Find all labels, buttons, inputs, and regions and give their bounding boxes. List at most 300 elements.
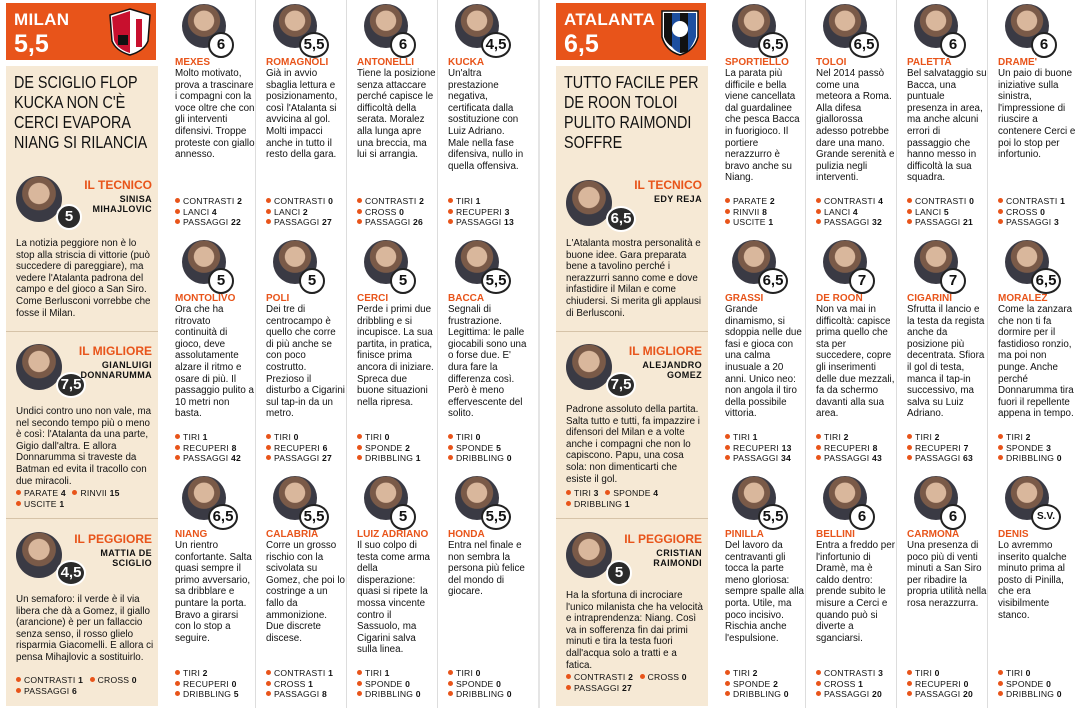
stat: DRIBBLING 5	[175, 689, 251, 700]
stat-bullet-icon	[357, 209, 362, 214]
player-stats	[998, 432, 1078, 464]
worst-vote: 5	[606, 560, 632, 586]
stat-bullet-icon	[448, 681, 453, 686]
player-vote: 5	[208, 268, 234, 294]
stat-bullet-icon	[725, 445, 730, 450]
stat-bullet-icon	[907, 209, 912, 214]
stat: DRIBBLING 1	[357, 453, 433, 464]
stat-bullet-icon	[266, 434, 271, 439]
stat: CONTRASTI 0	[907, 196, 983, 207]
player-text: Grande dinamismo, si sdoppia nelle due fasi e gioca con una calma inusuale a 20 anni. Unico neo: non angola il tiro della possibile vittoria.	[725, 304, 802, 420]
best-role-label: IL MIGLIORE	[628, 344, 702, 358]
player-stats	[725, 196, 805, 228]
stat-bullet-icon	[907, 198, 912, 203]
stat-bullet-icon	[907, 455, 912, 460]
stat: DRIBBLING 0	[998, 689, 1074, 700]
player-text: Molto motivato, prova a trascinare i compagni con la voce oltre che con gli interventi difensivi. Troppe proteste con giallo annesso.	[175, 68, 255, 161]
stat-bullet-icon	[605, 490, 610, 495]
stat: PASSAGGI 42	[175, 453, 251, 464]
stat-bullet-icon	[357, 434, 362, 439]
player-name: ROMAGNOLI	[266, 57, 329, 68]
stat: PASSAGGI 27	[566, 683, 632, 694]
player-vote: 5,5	[758, 504, 788, 530]
stat: RECUPERI 8	[816, 443, 892, 454]
divider	[6, 331, 158, 332]
stat-bullet-icon	[357, 455, 362, 460]
stat-bullet-icon	[725, 681, 730, 686]
player-vote: 6,5	[208, 504, 238, 530]
column-divider	[896, 0, 897, 708]
player-text: Come la zanzara che non ti fa dormire per il fastidioso ronzio, ma poi non punge. Anche perché Donnarumma tira fuori il repellente appena in tempo.	[998, 304, 1074, 420]
player-name: KUCKA	[448, 57, 485, 68]
stat: PASSAGGI 27	[266, 453, 342, 464]
stat-bullet-icon	[266, 219, 271, 224]
stat-bullet-icon	[725, 209, 730, 214]
player-card	[350, 0, 436, 236]
stat-bullet-icon	[357, 670, 362, 675]
player-stats	[357, 196, 437, 228]
column-divider	[805, 0, 806, 708]
stat: CONTRASTI 2	[175, 196, 251, 207]
player-card	[809, 0, 895, 236]
stat: SPONDE 0	[448, 679, 524, 690]
player-vote: 5,5	[299, 32, 329, 58]
stat-bullet-icon	[998, 455, 1003, 460]
player-vote: 6	[940, 504, 966, 530]
stat: CROSS 0	[357, 207, 433, 218]
stat-bullet-icon	[266, 670, 271, 675]
stat: RINVII 15	[72, 488, 119, 499]
headline: TUTTO FACILE PER DE ROON TOLOI PULITO RAIMONDI SOFFRE	[564, 72, 699, 152]
stat: TIRI 0	[448, 668, 524, 679]
stat: SPONDE 0	[357, 679, 433, 690]
team-vote: 5,5	[14, 30, 49, 58]
player-vote: 5,5	[299, 504, 329, 530]
stat: TIRI 1	[448, 196, 524, 207]
stat: DRIBBLING 0	[725, 689, 801, 700]
stat: PASSAGGI 3	[998, 217, 1074, 228]
player-vote: 6	[849, 504, 875, 530]
divider	[556, 331, 708, 332]
player-column	[168, 0, 254, 708]
player-text: Già in avvio sbaglia lettura e posizionamento, così l'Atalanta si avvicina al gol. Molti impacci anche in tutto il resto della gara.	[266, 68, 338, 161]
stat-bullet-icon	[907, 219, 912, 224]
player-column	[259, 0, 345, 708]
stat-bullet-icon	[816, 445, 821, 450]
stat-bullet-icon	[357, 691, 362, 696]
stat: TIRI 0	[357, 432, 433, 443]
team-header	[556, 3, 706, 60]
stat: DRIBBLING 0	[357, 689, 433, 700]
player-card	[168, 472, 254, 708]
stat-bullet-icon	[566, 490, 571, 495]
stat-bullet-icon	[907, 681, 912, 686]
stat-bullet-icon	[725, 455, 730, 460]
coach-role-label: IL TECNICO	[634, 178, 702, 192]
stat-bullet-icon	[816, 670, 821, 675]
stat-bullet-icon	[266, 681, 271, 686]
player-column	[900, 0, 986, 708]
stat: PASSAGGI 6	[16, 686, 77, 697]
player-stats	[998, 196, 1078, 228]
player-name: DE ROON	[816, 293, 863, 304]
milan-section	[0, 0, 530, 708]
worst-text: Un semaforo: il verde è il via libera che dà a Gomez, il giallo (arancione) è per un fallaccio senza senso, il rosso glielo risparmia Giacomelli. E allora ci pensa Mihajlovic a sostituirlo.	[16, 594, 154, 663]
player-text: Un rientro confortante. Salta quasi sempre il primo avversario, sa dribblare e puntare la porta. Bravo a girarsi con lo stop a seguire.	[175, 540, 252, 644]
player-text: Sfrutta il lancio e la testa da regista anche da posizione più decentrata. Sfiora il gol di testa, manca il tap-in successivo, ma salva su Luiz Adriano.	[907, 304, 985, 420]
divider	[6, 518, 158, 519]
milan-sidebar	[6, 66, 158, 706]
stat-bullet-icon	[448, 434, 453, 439]
player-vote: 5	[299, 268, 325, 294]
stat-bullet-icon	[175, 681, 180, 686]
stat: RECUPERI 6	[266, 443, 342, 454]
player-column	[441, 0, 527, 708]
player-text: Non va mai in difficoltà: capisce prima quello che sta per succedere, copre gli inserimenti delle due mezzali, fa da schermo davanti alla sua area.	[816, 304, 895, 420]
player-stats	[725, 668, 805, 700]
player-name: GRASSI	[725, 293, 764, 304]
stat: LANCI 4	[175, 207, 251, 218]
player-text: Il suo colpo di testa come arma della disperazione: quasi si ripete la mossa vincente contro il Sassuolo, ma Cigarini salva sulla linea.	[357, 540, 430, 656]
player-name: MORALEZ	[998, 293, 1048, 304]
column-divider	[437, 0, 438, 708]
stat-bullet-icon	[816, 209, 821, 214]
worst-name: CRISTIAN RAIMONDI	[653, 548, 702, 568]
coach-name: EDY REJA	[653, 194, 702, 204]
coach-text: L'Atalanta mostra personalità e buone idee. Gara preparata bene a tavolino perché i nerazzurri sanno come e dove infastidire il Milan e come chiudersi. Si merita gli applausi di Berlusconi.	[566, 238, 702, 319]
best-vote: 7,5	[56, 372, 86, 398]
stat: TIRI 1	[175, 432, 251, 443]
stat-bullet-icon	[725, 434, 730, 439]
stat-bullet-icon	[998, 434, 1003, 439]
milan-crest-icon	[108, 7, 152, 57]
column-divider	[346, 0, 347, 708]
player-text: Un paio di buone iniziative sulla sinistra, l'impressione di riuscire a contenere Cerci e poi lo stop per infortunio.	[998, 68, 1076, 161]
stat-bullet-icon	[16, 688, 21, 693]
player-card	[168, 0, 254, 236]
stat: TIRI 2	[725, 668, 801, 679]
stat: PASSAGGI 22	[175, 217, 251, 228]
stat: TIRI 2	[907, 432, 983, 443]
player-card	[441, 0, 527, 236]
column-divider	[987, 0, 988, 708]
stat: SPONDE 5	[448, 443, 524, 454]
player-card	[441, 236, 527, 472]
stat-bullet-icon	[357, 681, 362, 686]
player-vote: 4,5	[481, 32, 511, 58]
player-name: PALETTA	[907, 57, 952, 68]
stat-bullet-icon	[725, 670, 730, 675]
player-name: HONDA	[448, 529, 485, 540]
divider	[556, 518, 708, 519]
player-text: Del lavoro da centravanti gli tocca la parte meno gloriosa: sempre spalle alla porta. Utile, ma poco incisivo. Rischia anche l'espulsione.	[725, 540, 804, 644]
stat: SPONDE 0	[998, 679, 1074, 690]
player-card	[718, 472, 804, 708]
stat-bullet-icon	[566, 685, 571, 690]
player-vote: 6,5	[758, 268, 788, 294]
stat: PASSAGGI 20	[816, 689, 892, 700]
player-text: Tiene la posizione senza attaccare perché capisce le difficoltà della serata. Moralez alla lunga apre una breccia, ma lui si arrangia.	[357, 68, 436, 161]
player-text: Lo avremmo inserito qualche minuto prima al posto di Pinilla, che era visibilmente stanco.	[998, 540, 1067, 621]
player-vote: 5	[390, 268, 416, 294]
player-card	[900, 0, 986, 236]
best-stats	[16, 488, 154, 509]
player-stats	[175, 668, 255, 700]
player-text: La parata più difficile e bella viene cancellata dal guardalinee che pesca Bacca in fuorigioco. Il portiere nerazzurro è bravo anche su Niang.	[725, 68, 800, 184]
stat: SPONDE 2	[725, 679, 801, 690]
player-name: CALABRIA	[266, 529, 319, 540]
player-name: BACCA	[448, 293, 485, 304]
player-text: Un'altra prestazione negativa, certificata dalla sostituzione con Luiz Adriano. Male nella fase difensiva, nullo in quella offensiva.	[448, 68, 524, 172]
stat-bullet-icon	[448, 445, 453, 450]
player-card	[718, 236, 804, 472]
player-card	[350, 236, 436, 472]
player-name: DENIS	[998, 529, 1029, 540]
stat: SPONDE 4	[605, 488, 658, 499]
stat: CROSS 0	[640, 672, 687, 683]
stat-bullet-icon	[175, 198, 180, 203]
stat-bullet-icon	[448, 691, 453, 696]
stat: TIRI 0	[907, 668, 983, 679]
stat: PASSAGGI 32	[816, 217, 892, 228]
player-vote: 7	[940, 268, 966, 294]
player-card	[259, 236, 345, 472]
stat-bullet-icon	[448, 209, 453, 214]
stat: CONTRASTI 4	[816, 196, 892, 207]
coach-vote: 6,5	[606, 206, 636, 232]
player-stats	[175, 196, 255, 228]
player-stats	[175, 432, 255, 464]
player-stats	[998, 668, 1078, 700]
stat-bullet-icon	[816, 219, 821, 224]
player-text: Bel salvataggio su Bacca, una puntuale presenza in area, ma anche alcuni errori di passaggio che hanno messo in difficoltà la sua squadra.	[907, 68, 987, 184]
stat-bullet-icon	[640, 674, 645, 679]
player-name: DRAME'	[998, 57, 1038, 68]
player-name: PINILLA	[725, 529, 764, 540]
coach-name: SINISA MIHAJLOVIC	[92, 194, 152, 214]
page-divider	[538, 0, 540, 708]
stat-bullet-icon	[816, 198, 821, 203]
stat: RECUPERI 0	[175, 679, 251, 690]
player-vote: 5,5	[481, 504, 511, 530]
player-vote: 7	[849, 268, 875, 294]
player-stats	[816, 432, 896, 464]
stat-bullet-icon	[998, 198, 1003, 203]
stat: CROSS 1	[266, 679, 342, 690]
player-card	[991, 236, 1077, 472]
stat-bullet-icon	[816, 455, 821, 460]
stat: CONTRASTI 1	[998, 196, 1074, 207]
player-vote: 6,5	[758, 32, 788, 58]
player-vote: 6,5	[1031, 268, 1061, 294]
stat-bullet-icon	[266, 691, 271, 696]
best-name: GIANLUIGI DONNARUMMA	[80, 360, 152, 380]
player-vote: 6	[208, 32, 234, 58]
player-card	[718, 0, 804, 236]
stat-bullet-icon	[907, 445, 912, 450]
stat-bullet-icon	[175, 219, 180, 224]
player-text: Corre un grosso rischio con la scivolata su Gomez, che poi lo costringe a un fallo da ammonizione. Due discrete discese.	[266, 540, 345, 644]
player-text: Entra nel finale e non sembra la persona più felice del mondo di giocare.	[448, 540, 525, 598]
stat: PASSAGGI 63	[907, 453, 983, 464]
stat: PASSAGGI 34	[725, 453, 801, 464]
best-text: Padrone assoluto della partita. Salta tutto e tutti, fa impazzire i difensori del Milan e a volte anche i compagni che non lo capiscono. Papu, una cosa sola: non dimenticarti che esiste il gol.	[566, 404, 700, 485]
stat-bullet-icon	[16, 490, 21, 495]
stat: PARATE 4	[16, 488, 66, 499]
stat-bullet-icon	[72, 490, 77, 495]
coach-text: La notizia peggiore non è lo stop alla striscia di vittorie (può succedere di pareggiare), ma vedere l'Atalanta padrona del campo e del gioco a San Siro. Come Berlusconi vorrebbe che fosse il Milan.	[16, 238, 151, 319]
player-name: LUIZ ADRIANO	[357, 529, 429, 540]
stat: PASSAGGI 20	[907, 689, 983, 700]
player-name: CARMONA	[907, 529, 960, 540]
best-text: Undici contro uno non vale, ma nel secondo tempo più o meno è così: l'Atalanta da una parte, Gigio dall'altra. E allora Donnarumma si traveste da Batman ed evita il tracollo con due miracoli.	[16, 406, 152, 487]
stat-bullet-icon	[816, 434, 821, 439]
stat: PARATE 2	[725, 196, 801, 207]
stat-bullet-icon	[448, 198, 453, 203]
stat-bullet-icon	[725, 219, 730, 224]
stat-bullet-icon	[998, 445, 1003, 450]
stat: RECUPERI 3	[448, 207, 524, 218]
stat-bullet-icon	[266, 445, 271, 450]
stat: TIRI 2	[816, 432, 892, 443]
stat-bullet-icon	[357, 445, 362, 450]
team-vote: 6,5	[564, 30, 599, 58]
stat-bullet-icon	[448, 219, 453, 224]
stat: PASSAGGI 27	[266, 217, 342, 228]
worst-stats	[16, 675, 154, 696]
stat: USCITE 1	[725, 217, 801, 228]
player-name: NIANG	[175, 529, 208, 540]
worst-stats	[566, 672, 704, 693]
stat-bullet-icon	[175, 445, 180, 450]
stat: TIRI 0	[266, 432, 342, 443]
column-divider	[255, 0, 256, 708]
player-name: ANTONELLI	[357, 57, 415, 68]
player-stats	[907, 432, 987, 464]
stat-bullet-icon	[175, 434, 180, 439]
stat: PASSAGGI 21	[907, 217, 983, 228]
stat-bullet-icon	[998, 209, 1003, 214]
player-card	[991, 0, 1077, 236]
player-card	[441, 472, 527, 708]
player-card	[168, 236, 254, 472]
stat: TIRI 0	[998, 668, 1074, 679]
stat: CROSS 0	[90, 675, 137, 686]
stat: LANCI 5	[907, 207, 983, 218]
stat: TIRI 0	[448, 432, 524, 443]
player-stats	[357, 668, 437, 700]
team-header	[6, 3, 156, 60]
stat-bullet-icon	[266, 455, 271, 460]
player-name: TOLOI	[816, 57, 847, 68]
player-text: Dei tre di centrocampo è quello che corre di più anche se con poco costrutto. Prezioso il disturbo a Cigarini sul tap-in da un metro.	[266, 304, 345, 420]
player-stats	[725, 432, 805, 464]
player-card	[259, 0, 345, 236]
worst-role-label: IL PEGGIORE	[624, 532, 702, 546]
player-card	[809, 472, 895, 708]
worst-name: MATTIA DE SCIGLIO	[100, 548, 152, 568]
headline: DE SCIGLIO FLOP KUCKA NON C'È CERCI EVAPORA NIANG SI RILANCIA	[14, 72, 148, 152]
coach-vote: 5	[56, 204, 82, 230]
stat-bullet-icon	[175, 209, 180, 214]
player-column	[809, 0, 895, 708]
player-stats	[816, 196, 896, 228]
stat: DRIBBLING 0	[998, 453, 1074, 464]
player-stats	[448, 432, 528, 464]
milan-player-grid	[168, 0, 530, 708]
atalanta-player-grid	[718, 0, 1082, 708]
atalanta-section	[550, 0, 1082, 708]
stat: RECUPERI 0	[907, 679, 983, 690]
player-name: MONTOLIVO	[175, 293, 236, 304]
player-text: Ora che ha ritrovato continuità di gioco, deve assolutamente alzare il ritmo e osare di più. Il passaggio pulito a 10 metri non basta.	[175, 304, 254, 420]
player-card	[809, 236, 895, 472]
stat-bullet-icon	[90, 677, 95, 682]
player-vote: 6,5	[849, 32, 879, 58]
player-vote: 5	[390, 504, 416, 530]
stat-bullet-icon	[448, 670, 453, 675]
stat-bullet-icon	[357, 219, 362, 224]
stat: CROSS 0	[998, 207, 1074, 218]
player-stats	[907, 668, 987, 700]
stat: TIRI 2	[175, 668, 251, 679]
player-vote: S.V.	[1031, 504, 1061, 530]
player-text: Nel 2014 passò come una meteora a Roma. Alla difesa giallorossa adesso potrebbe dare una mano. Grande serenità e pulizia negli interventi.	[816, 68, 895, 184]
stat-bullet-icon	[357, 198, 362, 203]
player-name: POLI	[266, 293, 290, 304]
player-stats	[907, 196, 987, 228]
player-column	[350, 0, 436, 708]
worst-text: Ha la sfortuna di incrociare l'unico milanista che ha velocità e intraprendenza: Niang. Così va in sofferenza fin dai primi minuti e tira la testa fuori dall'acqua solo a tratti e a fatica.	[566, 590, 703, 671]
player-text: Una presenza di poco più di venti minuti a San Siro per ribadire la propria utilità nella rosa nerazzurra.	[907, 540, 987, 609]
player-card	[991, 472, 1077, 708]
stat: TIRI 2	[998, 432, 1074, 443]
player-stats	[266, 196, 346, 228]
stat: CONTRASTI 1	[16, 675, 83, 686]
stat-bullet-icon	[175, 670, 180, 675]
stat-bullet-icon	[175, 455, 180, 460]
stat: TIRI 3	[566, 488, 599, 499]
stat: CONTRASTI 2	[357, 196, 433, 207]
player-text: Segnali di frustrazione. Legittima: le palle giocabili sono una o forse due. E' dura fare la differenza così. Però è meno effervescente del solito.	[448, 304, 527, 420]
player-stats	[266, 432, 346, 464]
player-text: Perde i primi due dribbling e si incupisce. La sua partita, in pratica, finisce prima ancora di iniziare. Spreca due buone situazioni nella ripresa.	[357, 304, 434, 408]
player-stats	[816, 668, 896, 700]
player-vote: 6	[1031, 32, 1057, 58]
stat: TIRI 1	[357, 668, 433, 679]
stat-bullet-icon	[907, 670, 912, 675]
atalanta-sidebar	[556, 66, 708, 706]
best-stats	[566, 488, 704, 509]
player-vote: 5,5	[481, 268, 511, 294]
player-text: Entra a freddo per l'infortunio di Dramè, ma è caldo dentro: prende subito le misure a Cerci e quando può si diverte a sganciarsi.	[816, 540, 895, 644]
stat: CONTRASTI 1	[266, 668, 342, 679]
player-card	[900, 472, 986, 708]
stat: SPONDE 2	[357, 443, 433, 454]
stat-bullet-icon	[998, 219, 1003, 224]
stat-bullet-icon	[725, 691, 730, 696]
team-name: MILAN	[14, 10, 70, 29]
player-name: BELLINI	[816, 529, 855, 540]
stat: DRIBBLING 0	[448, 689, 524, 700]
stat: CONTRASTI 3	[816, 668, 892, 679]
coach-role-label: IL TECNICO	[84, 178, 152, 192]
stat: LANCI 4	[816, 207, 892, 218]
stat-bullet-icon	[907, 434, 912, 439]
player-vote: 6	[940, 32, 966, 58]
stat-bullet-icon	[16, 501, 21, 506]
stat-bullet-icon	[566, 501, 571, 506]
